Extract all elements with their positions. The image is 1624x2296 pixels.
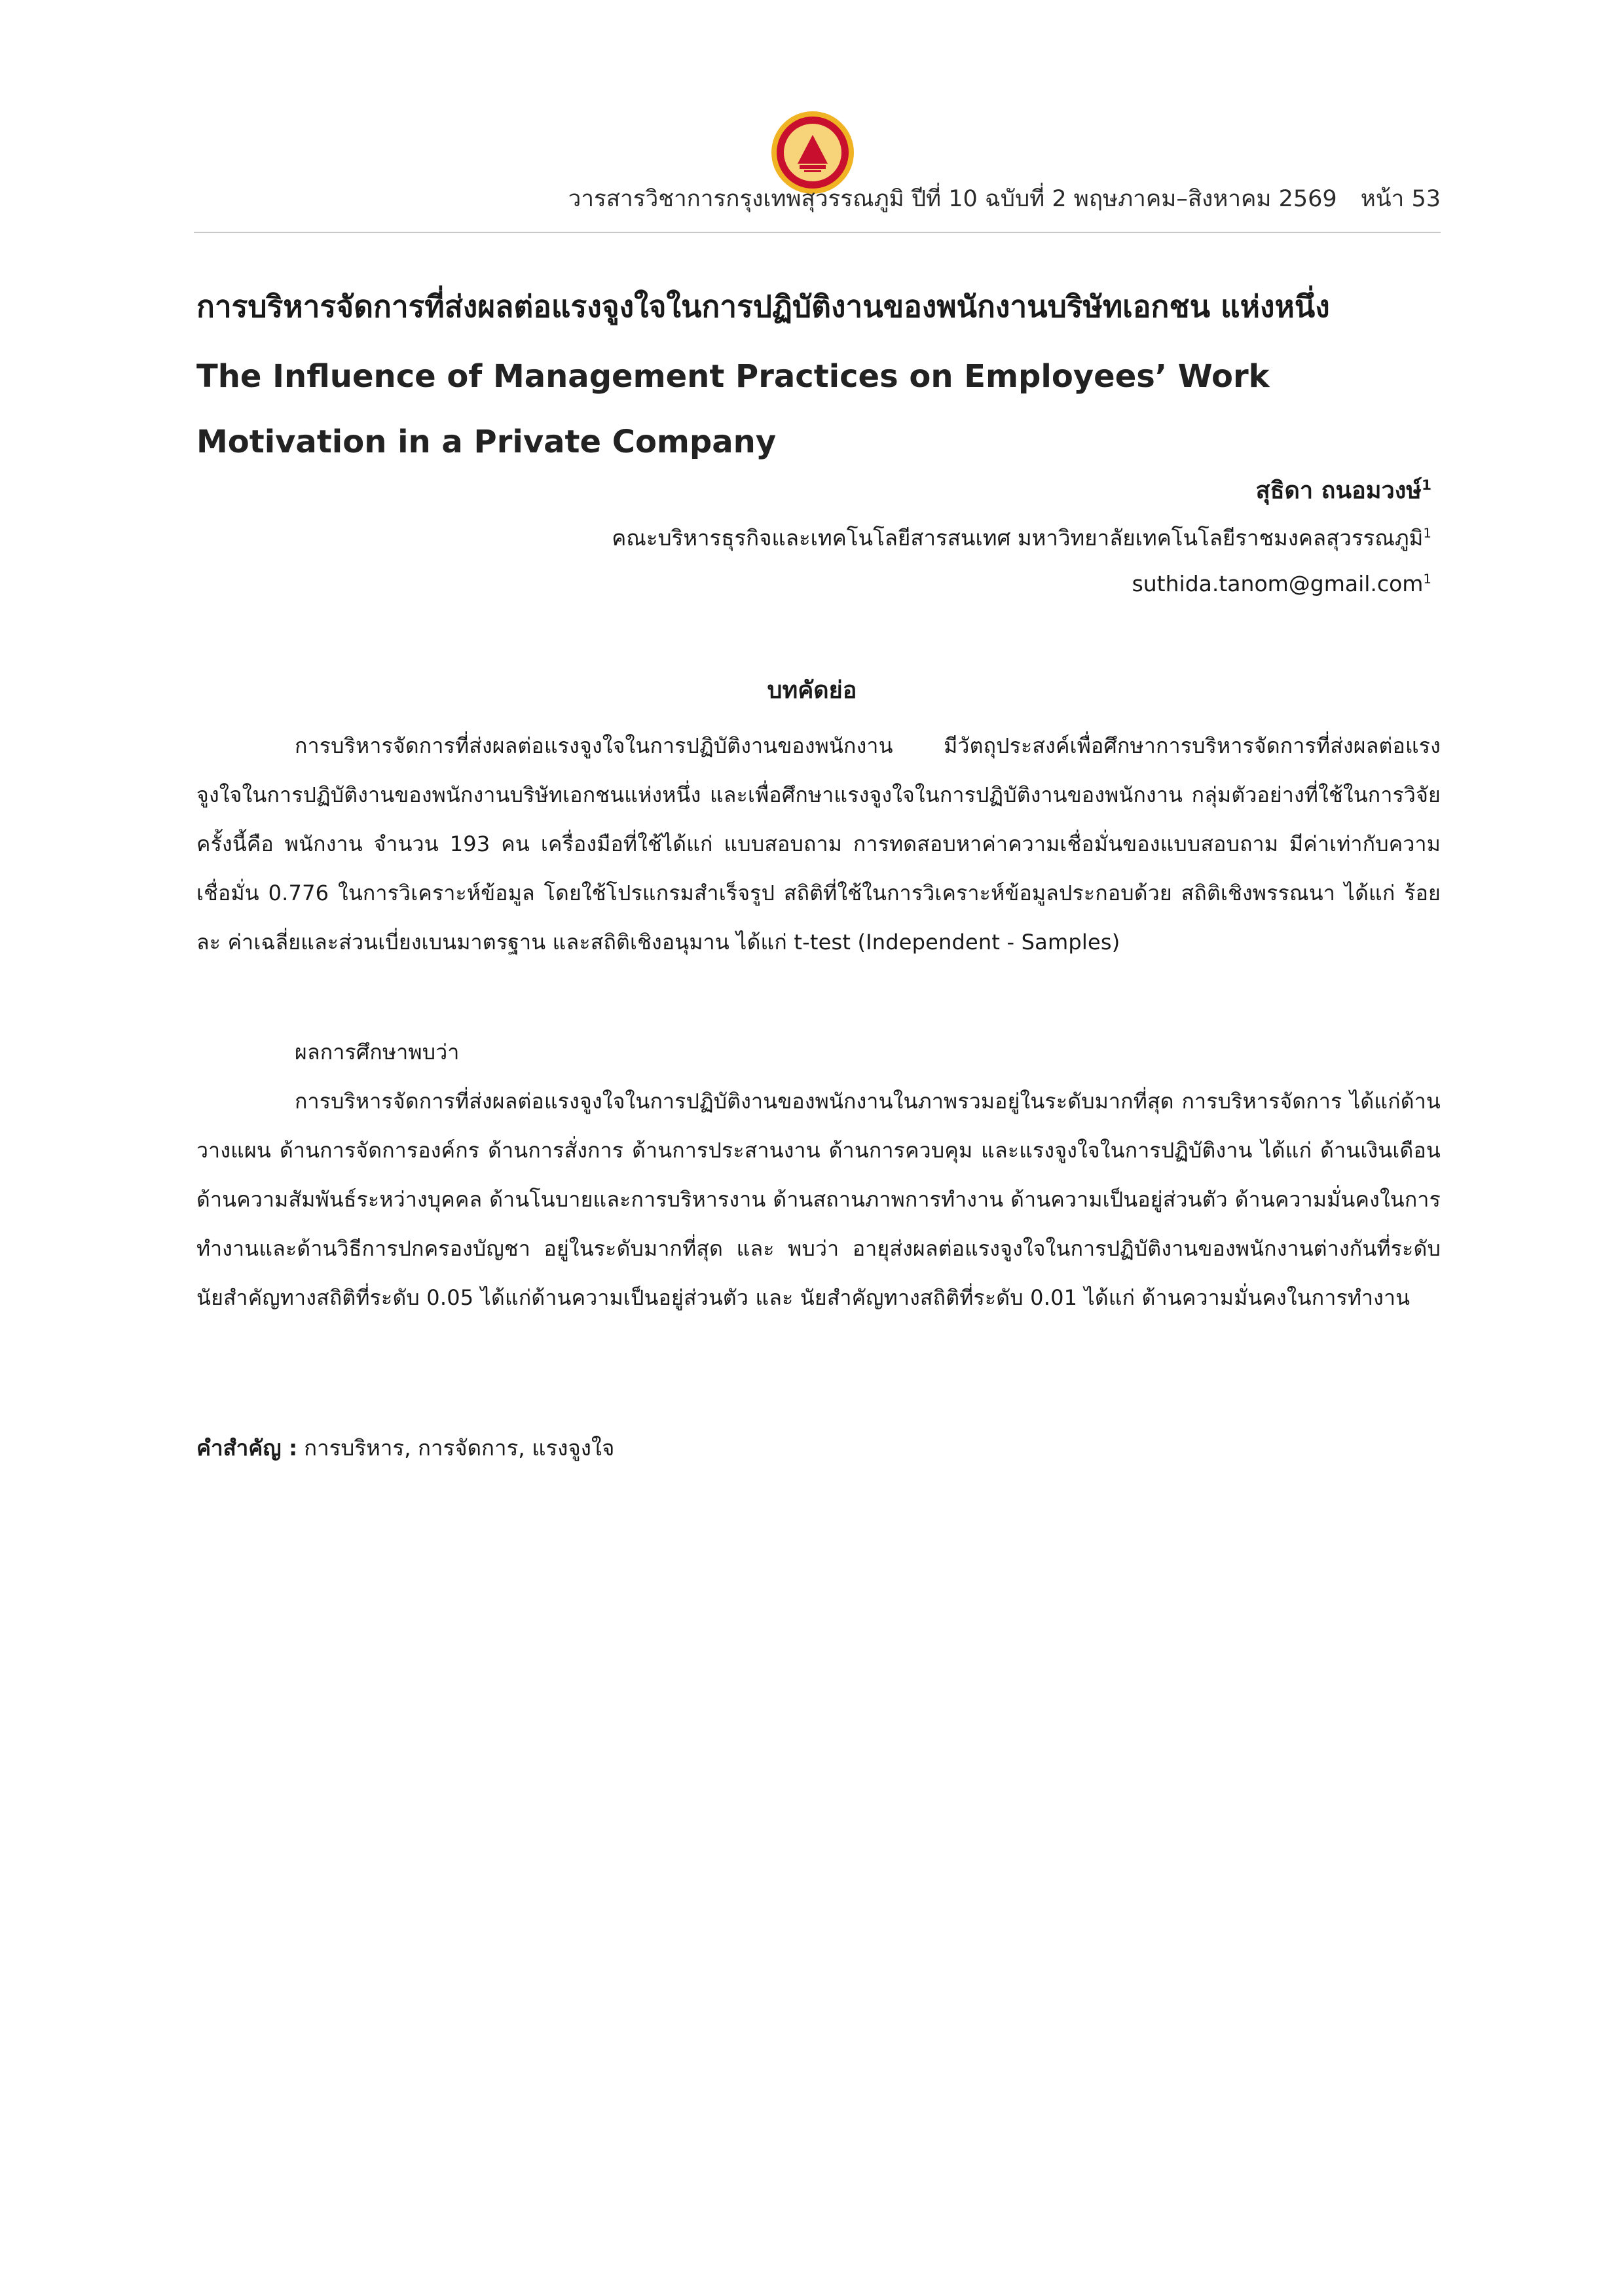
email-sup: 1 [1423, 572, 1431, 587]
author-name [1256, 471, 1431, 509]
abstract-paragraph-1: การบริหารจัดการที่ส่งผลต่อแรงจูงใจในการปฏิบัติงานของพนักงาน มีวัตถุประสงค์เพื่อศึกษาการบริหารจัดการที่ส่งผลต่อแรงจูงใจในการปฏิบัติงานของพนักงานบริษัทเอกชนแห่งหนึ่ง และเพื่อศึกษาแรงจูงใจในการปฏิบัติงานของพนักงาน กลุ่มตัวอย่างที่ใช้ในการวิจัยครั้งนี้คือ พนักงาน จำนวน 193 คน เครื่องมือที่ใช้ได้แก่ แบบสอบถาม การทดสอบหาค่าความเชื่อมั่นของแบบสอบถาม มีค่าเท่ากับความเชื่อมั่น 0.776 ในการวิเคราะห์ข้อมูล โดยใช้โปรแกรมสำเร็จรูป สถิติที่ใช้ในการวิเคราะห์ข้อมูลประกอบด้วย สถิติเชิงพรรณนา ได้แก่ ร้อยละ ค่าเฉลี่ยและส่วนเบี่ยงเบนมาตรฐาน และสถิติเชิงอนุมาน ได้แก่ t-test (Independent - Samples) [196, 733, 1441, 955]
journal-name: วารสารวิชาการกรุงเทพสุวรรณภูมิ ปีที่ 10 ฉบับที่ 2 พฤษภาคม–สิงหาคม 2569 [568, 186, 1337, 212]
journal-header [194, 181, 1441, 217]
keywords-label: คำสำคัญ : [196, 1435, 298, 1461]
author-sup: 1 [1421, 477, 1431, 494]
author-affiliation [612, 520, 1431, 555]
keywords [196, 1430, 614, 1465]
abstract-heading: บทคัดย่อ [767, 677, 857, 704]
abstract-paragraph-2: ผลการศึกษาพบว่า [295, 1040, 460, 1065]
title-english: The Influence of Management Practices on Employees’ Work Motivation in a Private Company [196, 358, 1270, 460]
author-email [1132, 571, 1431, 596]
email-text: suthida.tanom@gmail.com [1132, 571, 1424, 596]
title-thai: การบริหารจัดการที่ส่งผลต่อแรงจูงใจในการปฏิบัติงานของพนักงานบริษัทเอกชน แห่งหนึ่ง [196, 289, 1330, 324]
author-name-text: สุธิดา ถนอมวงษ์ [1255, 477, 1422, 504]
keywords-values: การบริหาร, การจัดการ, แรงจูงใจ [304, 1435, 615, 1461]
header-divider [194, 232, 1441, 233]
abstract-paragraph-3: การบริหารจัดการที่ส่งผลต่อแรงจูงใจในการปฏิบัติงานของพนักงานในภาพรวมอยู่ในระดับมากที่สุด การบริหารจัดการ ได้แก่ด้านวางแผน ด้านการจัดการองค์กร ด้านการสั่งการ ด้านการประสานงาน ด้านการควบคุม และแรงจูงใจในการปฏิบัติงาน ได้แก่ ด้านเงินเดือนด้านความสัมพันธ์ระหว่างบุคคล ด้านโนบายและการบริหารงาน ด้านสถานภาพการทำงาน ด้านความเป็นอยู่ส่วนตัว ด้านความมั่นคงในการทำงานและด้านวิธีการปกครองบัญชา อยู่ในระดับมากที่สุด และ พบว่า อายุส่งผลต่อแรงจูงใจในการปฏิบัติงานของพนักงานต่างกันที่ระดับนัยสำคัญทางสถิติที่ระดับ 0.05 ได้แก่ด้านความเป็นอยู่ส่วนตัว และ นัยสำคัญทางสถิติที่ระดับ 0.01 ได้แก่ ด้านความมั่นคงในการทำงาน [196, 1089, 1441, 1310]
affiliation-text: คณะบริหารธุรกิจและเทคโนโลยีสารสนเทศ มหาวิทยาลัยเทคโนโลยีราชมงคลสุวรรณภูมิ [612, 525, 1424, 551]
page-number: หน้า 53 [1360, 186, 1441, 212]
affiliation-sup: 1 [1423, 526, 1431, 541]
